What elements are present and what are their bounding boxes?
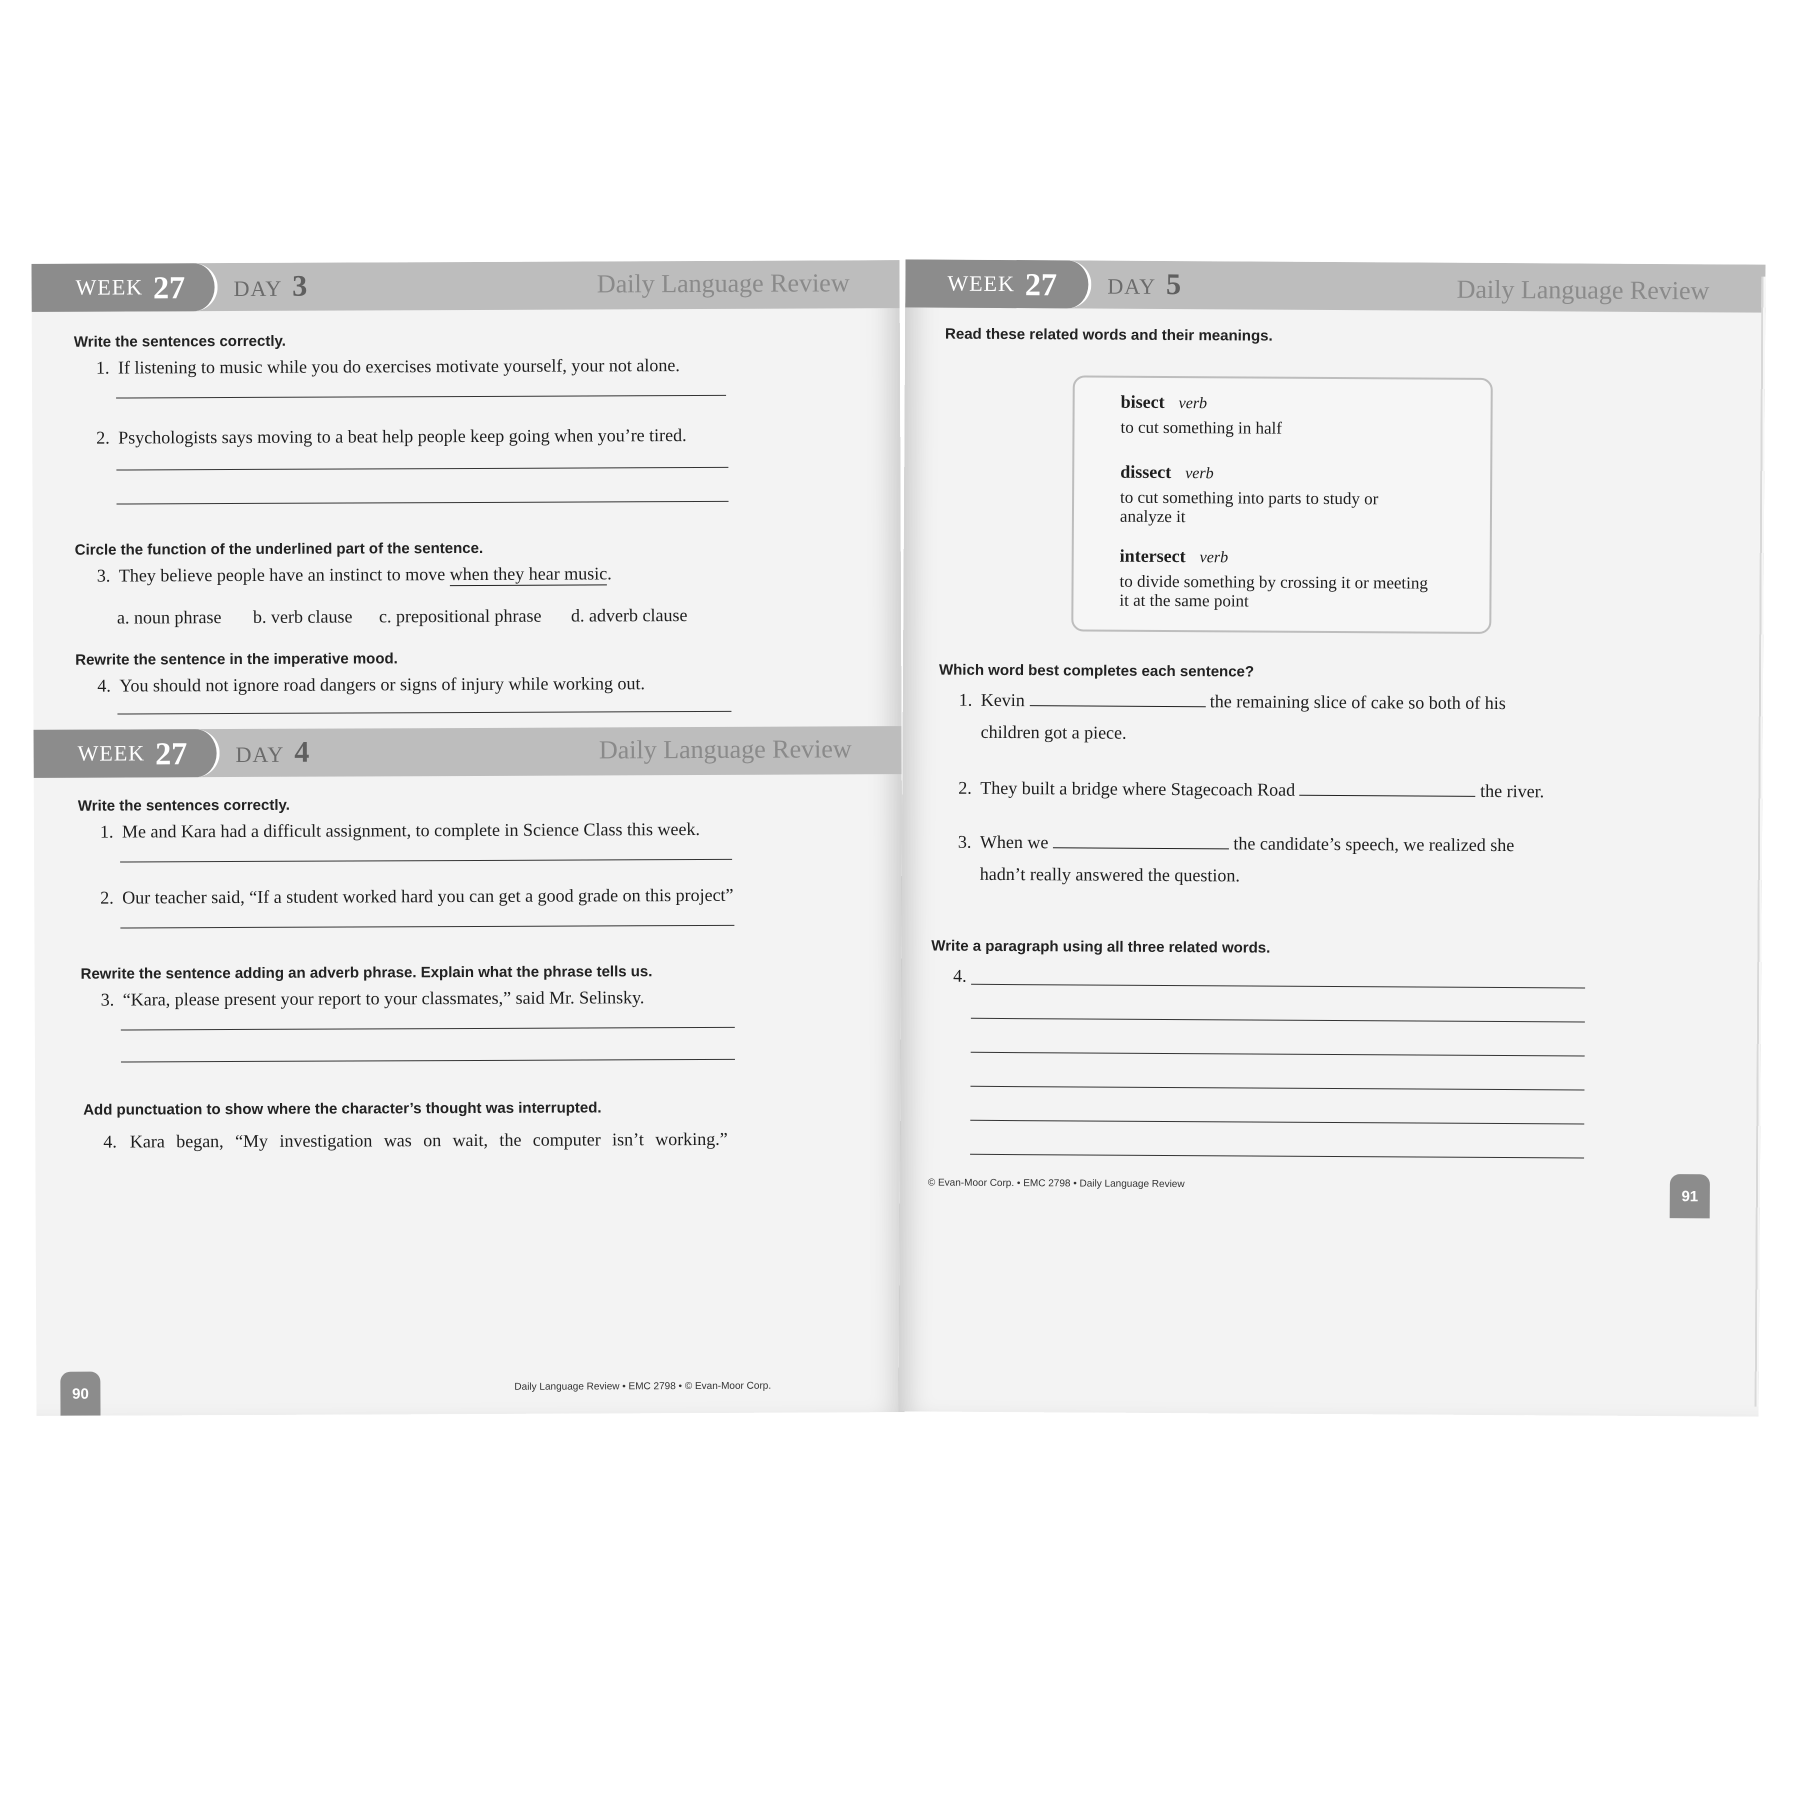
- instruction: Rewrite the sentence adding an adverb phrase. Explain what the phrase tells us.: [80, 963, 653, 983]
- week-tab: [905, 259, 1091, 308]
- fill-in-blank[interactable]: [1300, 782, 1476, 797]
- question-text: Me and Kara had a difficult assignment, to complete in Science Class this week.: [121, 818, 701, 842]
- fill-in-blank[interactable]: [1029, 692, 1205, 707]
- answer-line[interactable]: [120, 859, 732, 863]
- instruction: Write the sentences correctly.: [73, 332, 286, 351]
- question-number: 2.: [100, 887, 114, 908]
- week27-day5-header: [905, 259, 1765, 312]
- question-2: [958, 778, 1544, 803]
- instruction: Read these related words and their meanings.: [945, 325, 1273, 345]
- justified-sentence: [130, 1129, 728, 1153]
- page-number: 91: [1670, 1174, 1710, 1218]
- definition: to cut something into parts to study or: [1120, 487, 1379, 509]
- page-footer: Daily Language Review • EMC 2798 • © Evan-Moor Corp.: [514, 1380, 772, 1393]
- week-number: 27: [153, 268, 186, 305]
- question-2: [100, 885, 733, 909]
- vocab-word: bisect: [1120, 391, 1165, 412]
- word-box: [1071, 375, 1493, 634]
- page-footer: © Evan-Moor Corp. • EMC 2798 • Daily Language Review: [927, 1177, 1185, 1191]
- answer-line[interactable]: [121, 1027, 735, 1031]
- question-3: [97, 563, 612, 586]
- header-title: Daily Language Review: [596, 268, 850, 299]
- day-number: 5: [1165, 267, 1182, 302]
- question-1: [100, 819, 700, 843]
- answer-line[interactable]: [116, 467, 728, 471]
- word-entry-bisect: [1120, 392, 1282, 437]
- question-number: 2.: [96, 427, 110, 448]
- question-number: 4.: [97, 675, 111, 696]
- day-number: 4: [294, 735, 310, 769]
- day-label-group: [236, 736, 310, 770]
- week-label: WEEK: [75, 274, 144, 300]
- day-label-group: [234, 270, 308, 304]
- paragraph-line[interactable]: [970, 1154, 1584, 1159]
- workbook-spread: [34, 262, 1762, 1414]
- word: Kara: [129, 1131, 165, 1152]
- question-text-end: the remaining slice of cake so both of his: [1209, 691, 1506, 714]
- week-number: 27: [1024, 265, 1058, 302]
- week-tab: [31, 263, 217, 312]
- question-number: 1.: [99, 821, 114, 842]
- paragraph-line[interactable]: [970, 1086, 1584, 1091]
- day-label: DAY: [233, 275, 283, 302]
- question-number: 3.: [957, 831, 972, 852]
- instruction: Circle the function of the underlined part of the sentence.: [74, 539, 484, 559]
- answer-line[interactable]: [117, 501, 729, 505]
- definition: to cut something in half: [1120, 417, 1283, 438]
- part-of-speech: verb: [1185, 465, 1214, 483]
- word-entry-dissect: [1120, 462, 1379, 527]
- question-1-continued: children got a piece.: [980, 721, 1127, 743]
- question-3: [958, 832, 1514, 856]
- week27-day4-header: [34, 726, 902, 778]
- page-number: 90: [60, 1372, 100, 1416]
- question-text: They believe people have an instinct to move: [118, 564, 450, 586]
- question-text: Kevin: [980, 689, 1025, 711]
- day-label-group: [1107, 268, 1181, 302]
- answer-line[interactable]: [117, 711, 731, 715]
- left-page: [31, 260, 904, 1416]
- question-number: 1.: [958, 689, 973, 710]
- week-number: 27: [155, 734, 188, 771]
- word: “My: [234, 1130, 269, 1152]
- question-number: 4.: [103, 1131, 117, 1152]
- question-number: 3.: [100, 989, 115, 1010]
- choice-d[interactable]: d. adverb clause: [570, 605, 688, 626]
- word: working.”: [655, 1128, 728, 1150]
- question-number: 3.: [96, 565, 111, 586]
- instruction: Write a paragraph using all three related words.: [931, 937, 1271, 957]
- question-4: [97, 673, 645, 696]
- word: investigation: [279, 1130, 373, 1151]
- question-text: Our teacher said, “If a student worked hard you can get a good grade on this project”: [122, 884, 734, 908]
- page-edges: [1755, 277, 1766, 1407]
- question-text-end: the candidate’s speech, we realized she: [1233, 833, 1515, 856]
- vocab-word: dissect: [1120, 461, 1172, 483]
- right-page: [898, 259, 1765, 1416]
- question-text: They built a bridge where Stagecoach Road: [980, 777, 1296, 800]
- word-entry-intersect: [1119, 546, 1428, 611]
- week-label: WEEK: [77, 740, 146, 766]
- question-2: [96, 425, 686, 449]
- question-text: You should not ignore road dangers or signs of injury while working out.: [119, 673, 646, 696]
- paragraph-line[interactable]: [971, 984, 1585, 989]
- question-4: [103, 1129, 728, 1153]
- word: was: [383, 1130, 412, 1151]
- instruction: Add punctuation to show where the character’s thought was interrupted.: [83, 1099, 602, 1119]
- week-tab: [34, 729, 220, 778]
- part-of-speech: verb: [1178, 395, 1208, 413]
- question-text-end: the river.: [1480, 780, 1545, 802]
- day-label: DAY: [1107, 273, 1157, 299]
- word: computer: [532, 1129, 601, 1150]
- question-1: [959, 690, 1506, 714]
- question-text: When we: [979, 831, 1049, 853]
- fill-in-blank[interactable]: [1053, 834, 1229, 849]
- question-number: 2.: [958, 777, 972, 798]
- day-label: DAY: [235, 741, 285, 768]
- word: the: [499, 1129, 522, 1150]
- choice-c[interactable]: c. prepositional phrase: [378, 605, 542, 627]
- question-number: 1.: [95, 357, 110, 378]
- choice-b[interactable]: b. verb clause: [252, 606, 353, 627]
- instruction: Rewrite the sentence in the imperative mood.: [75, 650, 398, 669]
- underlined-phrase: when they hear music: [449, 563, 608, 585]
- question-3-continued: hadn’t really answered the question.: [979, 863, 1240, 886]
- paragraph-line[interactable]: [971, 1052, 1585, 1057]
- word: on: [423, 1130, 442, 1151]
- question-1: [96, 355, 680, 379]
- answer-line[interactable]: [121, 1059, 735, 1063]
- instruction: Which word best completes each sentence?: [938, 661, 1255, 681]
- header-title: Daily Language Review: [1456, 274, 1710, 306]
- question-number: 4.: [953, 965, 967, 986]
- instruction: Write the sentences correctly.: [77, 796, 290, 815]
- answer-line[interactable]: [120, 925, 734, 929]
- vocab-word: intersect: [1119, 545, 1186, 567]
- question-text: “Kara, please present your report to your classmates,” said Mr. Selinsky.: [122, 987, 645, 1010]
- word: began,: [176, 1131, 224, 1152]
- definition-cont: analyze it: [1119, 506, 1186, 527]
- question-text: Psychologists says moving to a beat help people keep going when you’re tired.: [118, 425, 687, 448]
- question-text-end: .: [607, 563, 612, 584]
- day-number: 3: [292, 269, 308, 303]
- header-title: Daily Language Review: [598, 734, 852, 765]
- paragraph-line[interactable]: [970, 1120, 1584, 1125]
- week27-day3-header: [31, 260, 899, 312]
- word: isn’t: [612, 1129, 644, 1150]
- definition: to divide something by crossing it or meeting: [1119, 571, 1428, 593]
- choice-a[interactable]: a. noun phrase: [116, 607, 222, 628]
- question-text: If listening to music while you do exercises motivate yourself, your not alone.: [117, 355, 680, 378]
- part-of-speech: verb: [1199, 549, 1229, 567]
- definition-cont: it at the same point: [1119, 590, 1249, 611]
- week-label: WEEK: [947, 270, 1015, 297]
- question-3: [101, 987, 645, 1010]
- answer-line[interactable]: [116, 395, 726, 399]
- word: wait,: [452, 1129, 489, 1151]
- paragraph-line[interactable]: [971, 1018, 1585, 1023]
